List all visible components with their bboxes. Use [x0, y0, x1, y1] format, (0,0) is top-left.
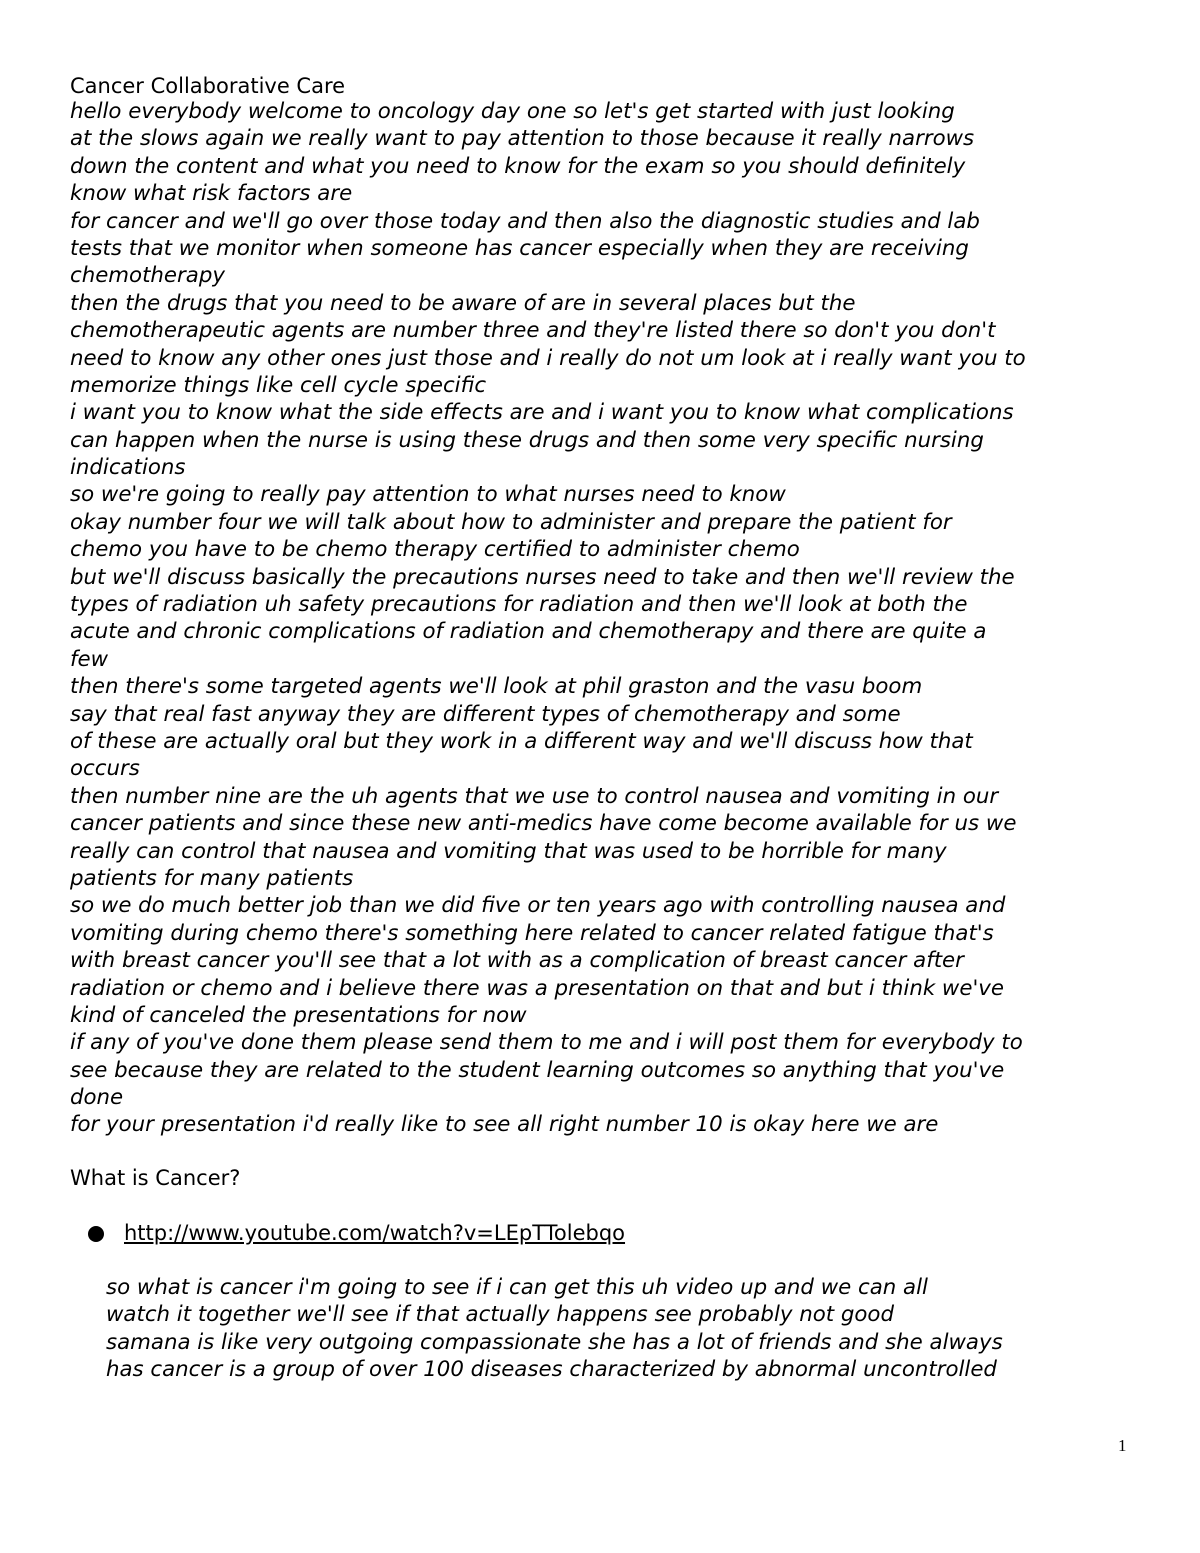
- transcript-line: radiation or chemo and i believe there was a presentation on that and but i think we've: [70, 975, 1005, 1001]
- document-title: Cancer Collaborative Care: [70, 74, 346, 98]
- transcript-line: kind of canceled the presentations for now: [70, 1002, 527, 1028]
- section-heading: What is Cancer?: [70, 1166, 241, 1190]
- transcript-line: samana is like very outgoing compassionate she has a lot of friends and she always: [106, 1329, 1003, 1355]
- transcript-line: vomiting during chemo there's something here related to cancer related fatigue that's: [70, 920, 994, 946]
- transcript-line: done: [70, 1085, 124, 1111]
- transcript-line: of these are actually oral but they work in a different way and we'll discuss how that: [70, 728, 973, 754]
- transcript-line: few: [70, 646, 109, 672]
- page-number: 1: [1118, 1436, 1127, 1455]
- transcript-line: chemotherapy: [70, 263, 225, 289]
- transcript-line: watch it together we'll see if that actually happens see probably not good: [106, 1302, 894, 1328]
- transcript-line: for your presentation i'd really like to see all right number 10 is okay here we are: [70, 1112, 939, 1138]
- transcript-line: really can control that nausea and vomiting that was used to be horrible for many: [70, 838, 947, 864]
- transcript-line: then number nine are the uh agents that we use to control nausea and vomiting in our: [70, 783, 999, 809]
- bullet-list-item: [88, 1219, 625, 1247]
- transcript-line: so we're going to really pay attention to what nurses need to know: [70, 482, 786, 508]
- video-link[interactable]: http://www.youtube.com/watch?v=LEpTTolebqo: [124, 1220, 626, 1245]
- transcript-line: at the slows again we really want to pay attention to those because it really narrows: [70, 126, 975, 152]
- transcript-line: has cancer is a group of over 100 diseases characterized by abnormal uncontrolled: [106, 1357, 997, 1383]
- section-transcript: [106, 1274, 1146, 1384]
- transcript-line: with breast cancer you'll see that a lot with as a complication of breast cancer after: [70, 948, 964, 974]
- transcript-line: i want you to know what the side effects are and i want you to know what complications: [70, 400, 1014, 426]
- transcript-line: okay number four we will talk about how to administer and prepare the patient for: [70, 509, 952, 535]
- transcript-line: chemotherapeutic agents are number three and they're listed there so don't you don't: [70, 318, 996, 344]
- transcript-line: if any of you've done them please send them to me and i will post them for everybody to: [70, 1030, 1023, 1056]
- transcript-line: know what risk factors are: [70, 181, 353, 207]
- transcript-line: occurs: [70, 756, 140, 782]
- transcript-line: chemo you have to be chemo therapy certified to administer chemo: [70, 537, 800, 563]
- transcript-line: say that real fast anyway they are different types of chemotherapy and some: [70, 701, 901, 727]
- transcript-line: acute and chronic complications of radiation and chemotherapy and there are quite a: [70, 619, 987, 645]
- transcript-line: for cancer and we'll go over those today and then also the diagnostic studies and lab: [70, 208, 980, 234]
- transcript-line: tests that we monitor when someone has cancer especially when they are receiving: [70, 235, 969, 261]
- transcript-line: can happen when the nurse is using these drugs and then some very specific nursing: [70, 427, 984, 453]
- transcript-line: but we'll discuss basically the precautions nurses need to take and then we'll review the: [70, 564, 1015, 590]
- lecture-transcript: [70, 98, 1150, 1139]
- transcript-line: types of radiation uh safety precautions for radiation and then we'll look at both the: [70, 592, 968, 618]
- transcript-line: indications: [70, 455, 186, 481]
- bullet-icon: [88, 1226, 104, 1242]
- transcript-line: then the drugs that you need to be aware of are in several places but the: [70, 290, 856, 316]
- transcript-line: memorize things like cell cycle specific: [70, 372, 487, 398]
- transcript-line: so what is cancer i'm going to see if i can get this uh video up and we can all: [106, 1275, 928, 1300]
- transcript-line: see because they are related to the student learning outcomes so anything that you've: [70, 1057, 1005, 1083]
- transcript-line: hello everybody welcome to oncology day one so let's get started with just looking: [70, 99, 955, 124]
- transcript-line: patients for many patients: [70, 865, 354, 891]
- transcript-line: cancer patients and since these new anti-medics have come become available for us we: [70, 811, 1017, 837]
- transcript-line: need to know any other ones just those and i really do not um look at i really want you to: [70, 345, 1026, 371]
- transcript-line: down the content and what you need to know for the exam so you should definitely: [70, 153, 966, 179]
- transcript-line: then there's some targeted agents we'll look at phil graston and the vasu boom: [70, 674, 923, 700]
- transcript-line: so we do much better job than we did five or ten years ago with controlling nausea and: [70, 893, 1006, 919]
